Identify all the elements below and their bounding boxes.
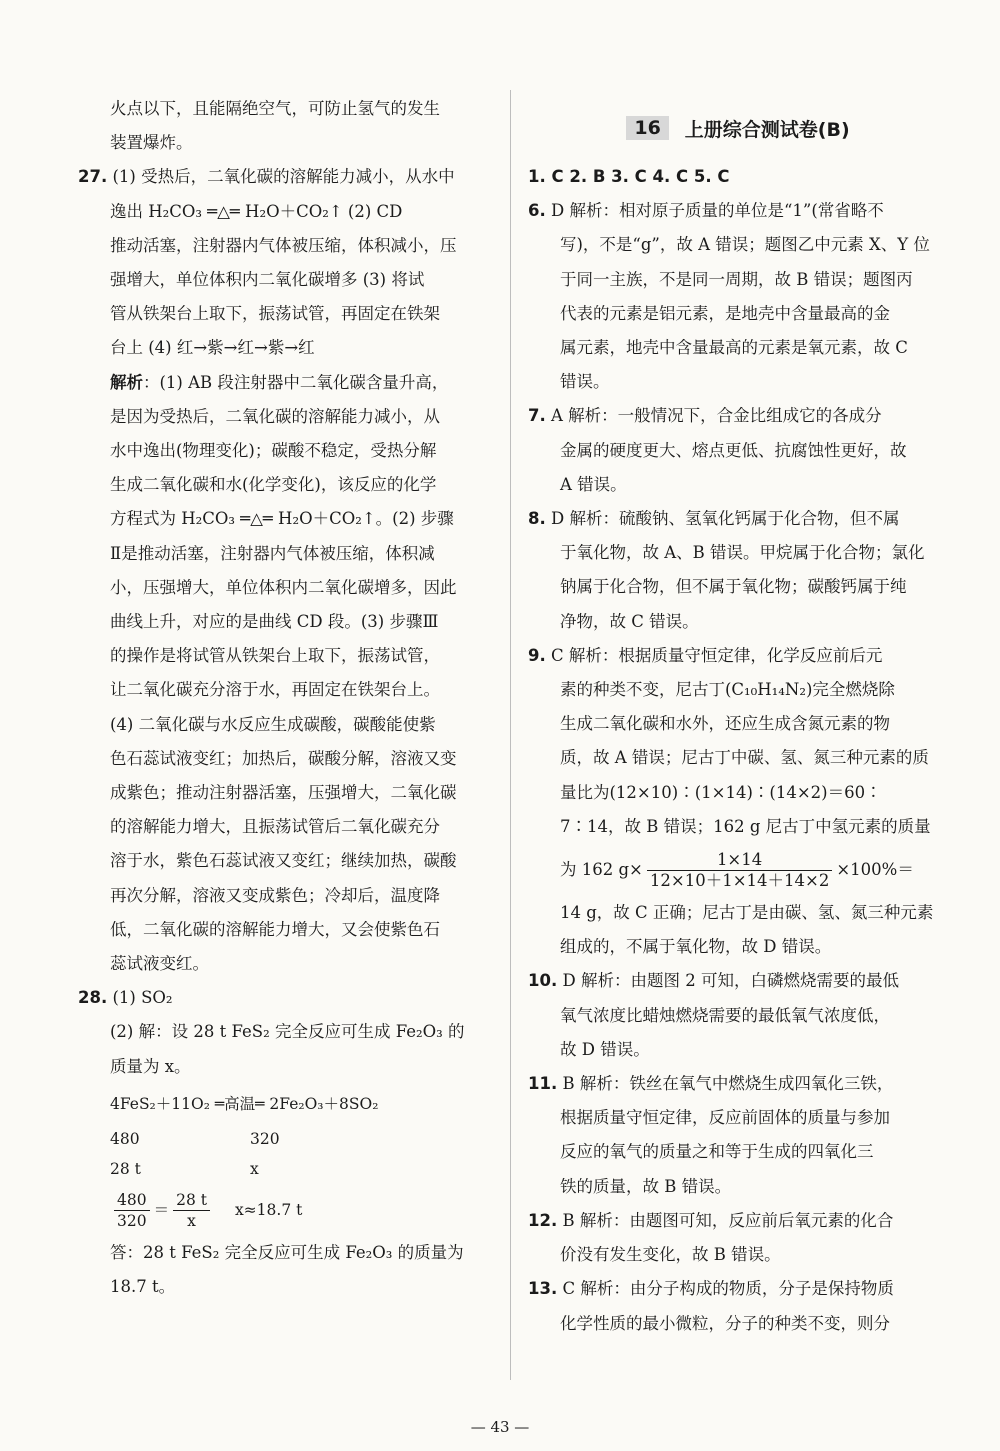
question-6 [528,194,948,399]
text-line: 铁的质量，故 B 错误。 [560,1176,732,1196]
text-line: C 解析：由分子构成的物质，分子是保持物质 [557,1279,894,1299]
text-line: 化学性质的最小微粒，分子的种类不变，则分 [560,1313,890,1333]
text-line: 小，压强增大，单位体积内二氧化碳增多，因此 [110,577,457,597]
text-line: 根据质量守恒定律，反应前固体的质量与参加 [560,1108,890,1128]
question-number: 7. [528,406,546,426]
text-line: ：(1) AB 段注射器中二氧化碳含量升高， [143,372,449,392]
text-line: 14 g，故 C 正确；尼古丁是由碳、氢、氮三种元素 [560,903,934,923]
text-line: 再次分解，溶液又变成紫色；冷却后，温度降 [110,885,440,905]
text-line: D 解析：硫酸钠、氢氧化钙属于化合物，但不属 [545,509,900,529]
calc-row [78,1124,496,1154]
text-line: D 解析：由题图 2 可知，白磷燃烧需要的最低 [557,971,899,991]
question-number: 27. [78,167,108,187]
text-line: 的操作是将试管从铁架台上取下，振荡试管， [110,646,440,666]
text-line: A 错误。 [560,474,627,494]
text-line: B 解析：由题图可知，反应前后氧元素的化合 [557,1210,894,1230]
question-8 [528,502,948,639]
text-line: 色石蕊试液变红；加热后，碳酸分解，溶液又变 [110,748,457,768]
question-12 [528,1204,948,1272]
question-7 [528,399,948,502]
text-line: 生成二氧化碳和水(化学变化)，该反应的化学 [110,475,437,495]
text-line: 7∶14，故 B 错误；162 g 尼古丁中氢元素的质量 [560,816,931,836]
text-line: 18.7 t。 [110,1277,176,1297]
text-line: 氧气浓度比蜡烛燃烧需要的最低氧气浓度低， [560,1005,890,1025]
section-number-badge: 16 [626,116,668,140]
text-line: (1) 受热后，二氧化碳的溶解能力减小，从水中 [112,167,455,187]
text-line: 故 D 错误。 [560,1039,650,1059]
text-line: 推动活塞，注射器内气体被压缩，体积减小，压 [110,235,457,255]
text-line: 质量为 x。 [110,1056,191,1076]
text-line: 成紫色；推动注射器活塞，压强增大，二氧化碳 [110,783,457,803]
question-28 [78,981,496,1304]
text-line: D 解析：相对原子质量的单位是“1”(常省略不 [545,201,884,221]
section-title [528,106,948,150]
equation: 4FeS₂＋11O₂ ═高温═ 2Fe₂O₃＋8SO₂ [110,1094,379,1113]
left-column [78,92,496,1304]
text-line: B 解析：铁丝在氧气中燃烧生成四氧化三铁， [557,1074,894,1094]
calc-row [78,1154,496,1184]
proportion: $\frac{480}{320}$ ＝ $\frac{28 t}{x}$ x≈18.7 t [78,1188,496,1232]
text-line: 属元素，地壳中含量最高的元素是氧元素，故 C [560,338,908,358]
text-line: 反应的氧气的质量之和等于生成的四氧化三 [560,1142,874,1162]
text-line: 金属的硬度更大、熔点更低、抗腐蚀性更好，故 [560,440,907,460]
question-10 [528,964,948,1067]
question-9 [528,639,948,965]
text-line: 水中逸出(物理变化)；碳酸不稳定，受热分解 [110,441,437,461]
text-line: 质，故 A 错误；尼古丁中碳、氢、氮三种元素的质 [560,748,929,768]
text-line: 于氧化物，故 A、B 错误。甲烷属于化合物；氯化 [560,543,925,563]
calc-value: 28 t [110,1159,141,1178]
result: x≈18.7 t [234,1200,303,1219]
question-number: 6. [528,201,546,221]
text-line: 强增大，单位体积内二氧化碳增多 (3) 将试 [110,270,425,290]
text-line: 溶于水，紫色石蕊试液又变红；继续加热，碳酸 [110,851,457,871]
text-line: 的溶解能力增大，且振荡试管后二氧化碳充分 [110,817,440,837]
text-line: 素的种类不变，尼古丁(C₁₀H₁₄N₂)完全燃烧除 [560,680,895,700]
question-number: 10. [528,971,558,991]
fraction-line [528,848,948,892]
question-number: 28. [78,988,108,1008]
text-line: C 解析：根据质量守恒定律，化学反应前后元 [545,645,883,665]
fraction [647,850,832,891]
question-number: 11. [528,1074,558,1094]
text-fragment: 为 162 g× [560,860,643,880]
text-line: Ⅱ是推动活塞，注射器内气体被压缩，体积减 [110,543,435,563]
numerator: 28 t [173,1190,210,1211]
denominator: 12×10＋1×14＋14×2 [649,871,830,891]
text-line: 方程式为 H₂CO₃ ═△═ H₂O＋CO₂↑。(2) 步骤 [110,509,454,529]
calc-value: 320 [250,1129,280,1148]
text-line: 钠属于化合物，但不属于氧化物；碳酸钙属于纯 [560,577,907,597]
denominator: 320 [117,1212,147,1231]
text-line: 错误。 [560,372,610,392]
page-number: — 43 — [470,1418,530,1436]
text-line: 量比为(12×10)∶(1×14)∶(14×2)＝60∶ [560,782,882,802]
calc-value: 480 [110,1129,140,1148]
question-number: 9. [528,645,546,665]
calc-value: x [250,1159,259,1178]
question-27 [78,160,496,981]
question-13 [528,1272,948,1340]
question-number: 13. [528,1279,558,1299]
column-divider [510,90,511,1380]
text-line: 曲线上升，对应的是曲线 CD 段。(3) 步骤Ⅲ [110,612,439,632]
text-line: 让二氧化碳充分溶于水，再固定在铁架台上。 [110,680,440,700]
text-line: 答：28 t FeS₂ 完全反应可生成 Fe₂O₃ 的质量为 [110,1242,464,1262]
numerator: 480 [114,1190,150,1211]
right-column [528,92,948,1341]
denominator: x [187,1212,196,1231]
fraction [173,1190,210,1231]
text-line: A 解析：一般情况下，合金比组成它的各成分 [545,406,882,426]
text-line: 管从铁架台上取下，振荡试管，再固定在铁架 [110,304,440,324]
numerator: 1×14 [647,850,832,871]
text-line: 写)，不是“g”，故 A 错误；题图乙中元素 X、Y 位 [560,235,930,255]
text-line: (1) SO₂ [112,988,173,1008]
text-line: 净物，故 C 错误。 [560,611,699,631]
text-line: 于同一主族，不是同一周期，故 B 错误；题图丙 [560,269,913,289]
question-11 [528,1067,948,1204]
text-line: 生成二氧化碳和水外，还应生成含氮元素的物 [560,714,890,734]
text-line: 价没有发生变化，故 B 错误。 [560,1245,781,1265]
text-line: 逸出 H₂CO₃ ═△═ H₂O＋CO₂↑ (2) CD [110,201,403,221]
text-line: 是因为受热后，二氧化碳的溶解能力减小，从 [110,406,440,426]
answers-1-5: 1. C 2. B 3. C 4. C 5. C [528,167,730,186]
text-line: 低，二氧化碳的溶解能力增大，又会使紫色石 [110,919,440,939]
analysis-label: 解析 [110,372,143,392]
question-number: 12. [528,1210,558,1230]
text-fragment: ×100%＝ [836,860,914,880]
text-line: 组成的，不属于氧化物，故 D 错误。 [560,937,832,957]
text-line: (4) 二氧化碳与水反应生成碳酸，碳酸能使紫 [110,714,436,734]
text-line: 装置爆炸。 [110,133,193,153]
text-line: 代表的元素是铝元素，是地壳中含量最高的金 [560,303,890,323]
text-line: (2) 解：设 28 t FeS₂ 完全反应可生成 Fe₂O₃ 的 [110,1022,465,1042]
section-title-text: 上册综合测试卷(B) [684,118,850,141]
fraction [114,1190,150,1231]
question-number: 8. [528,509,546,529]
text-line: 台上 (4) 红→紫→红→紫→红 [110,338,315,358]
text-line: 火点以下，且能隔绝空气，可防止氢气的发生 [110,99,440,118]
text-line: 蕊试液变红。 [110,954,209,974]
